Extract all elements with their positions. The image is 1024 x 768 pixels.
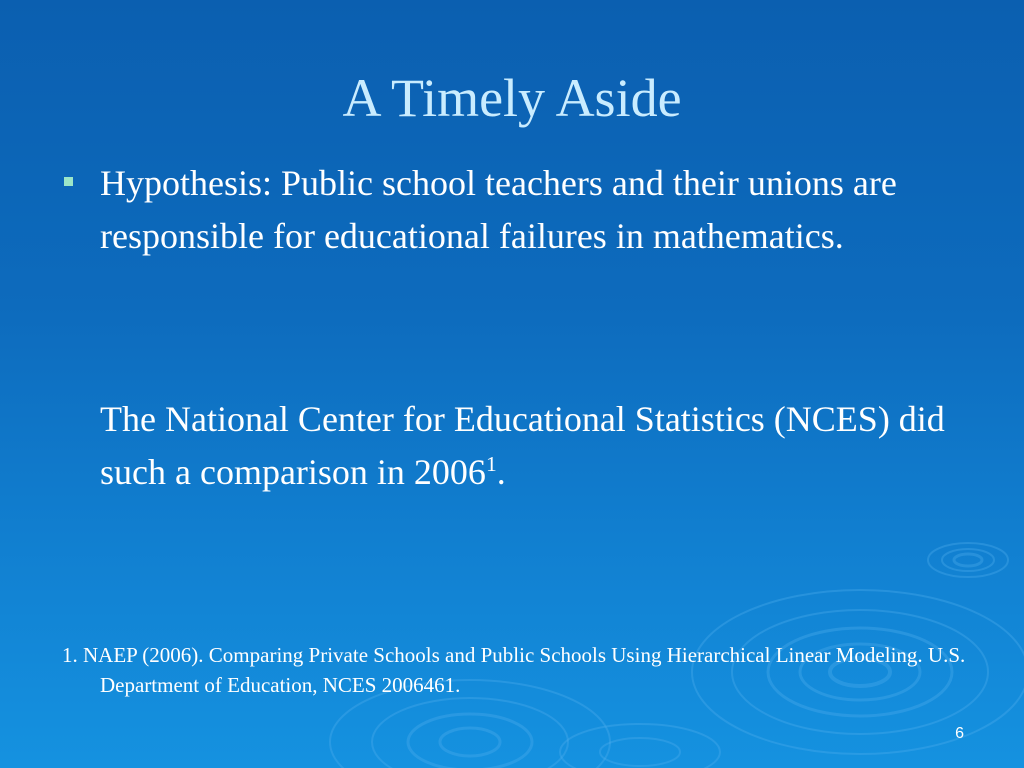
bullet-hypothesis: Hypothesis: Public school teachers and their unions are responsible for educational failures in mathematics. [100, 163, 897, 256]
footnote: 1. NAEP (2006). Comparing Private Schools and Public Schools Using Hierarchical Linear Modeling. U.S. Department of Education, NCES 2006461. [62, 643, 966, 697]
page-number: 6 [955, 725, 964, 742]
paragraph-nces-end: . [496, 452, 506, 492]
slide-title: A Timely Aside [342, 68, 682, 128]
square-bullet-icon [64, 177, 73, 186]
paragraph-nces-text: The National Center for Educational Statistics (NCES) did such a comparison in 2006 [100, 399, 945, 492]
footnote-ref: 1 [485, 452, 497, 476]
paragraph-nces [100, 393, 980, 499]
